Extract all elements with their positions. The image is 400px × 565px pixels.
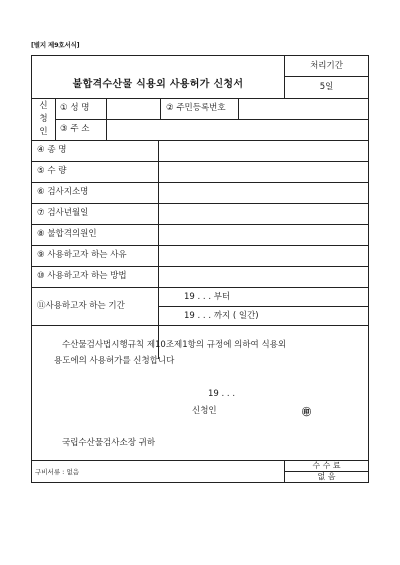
statement-line-2: 용도에의 사용허가를 신청합니다: [54, 356, 175, 366]
period-mid-line: [158, 306, 369, 307]
required-documents: 구비서류 : 없음: [35, 468, 79, 476]
applicant-char-3: 인: [39, 127, 48, 137]
usage-reason-field[interactable]: [159, 246, 369, 265]
address-field[interactable]: [107, 120, 369, 139]
applicant-char-2: 청: [39, 114, 48, 124]
inspection-office-label: ⑥ 검사지소명: [37, 187, 89, 197]
usage-reason-label: ⑨ 사용하고자 하는 사유: [37, 250, 127, 260]
failure-cause-label: ⑧ 불합격의원인: [37, 229, 97, 239]
statement-line-1: 수산물검사법시행규칙 제10조제1항의 규정에 의하여 식용외: [62, 340, 287, 350]
name-label: ① 성 명: [60, 103, 90, 113]
name-value-divider: [160, 98, 161, 119]
processing-period-label: 처리기간: [310, 61, 343, 71]
quantity-label: ⑤ 수 량: [37, 166, 67, 176]
resident-number-label: ② 주민등록번호: [166, 103, 226, 113]
seal-mark[interactable]: ㊞: [302, 408, 312, 418]
address-label: ③ 주 소: [60, 124, 90, 134]
form-title: 불합격수산물 식용외 사용허가 신청서: [72, 79, 244, 90]
item-name-label: ④ 종 명: [37, 145, 67, 155]
application-date[interactable]: 19 . . .: [208, 389, 236, 399]
applicant-signature-label: 신청인: [192, 406, 217, 416]
failure-cause-field[interactable]: [159, 225, 369, 244]
application-form: [31, 55, 369, 483]
row-line: [32, 287, 369, 288]
fee-label: 수 수 료: [312, 461, 341, 470]
usage-period-label: ⑪사용하고자 하는 기간: [37, 301, 125, 311]
fee-value: 없 음: [317, 472, 336, 481]
quantity-field[interactable]: [159, 162, 369, 181]
processing-period-value: 5일: [319, 82, 334, 92]
usage-method-field[interactable]: [159, 267, 369, 286]
applicant-char-1: 신: [39, 101, 48, 111]
processing-divider: [284, 76, 369, 77]
inspection-office-field[interactable]: [159, 183, 369, 202]
period-to[interactable]: 19 . . . 까지 ( 일간): [184, 311, 259, 321]
item-name-field[interactable]: [159, 141, 369, 160]
inspection-date-label: ⑦ 검사년월일: [37, 208, 89, 218]
inspection-date-field[interactable]: [159, 204, 369, 223]
usage-method-label: ⑩ 사용하고자 하는 방법: [37, 271, 127, 281]
form-number-tag: [별지 제9호서식]: [31, 41, 80, 49]
period-bottom-line: [32, 325, 369, 326]
period-from[interactable]: 19 . . . 부터: [184, 292, 231, 302]
resident-number-field[interactable]: [239, 99, 369, 118]
addressee: 국립수산물검사소장 귀하: [62, 438, 156, 448]
name-field[interactable]: [107, 99, 159, 118]
